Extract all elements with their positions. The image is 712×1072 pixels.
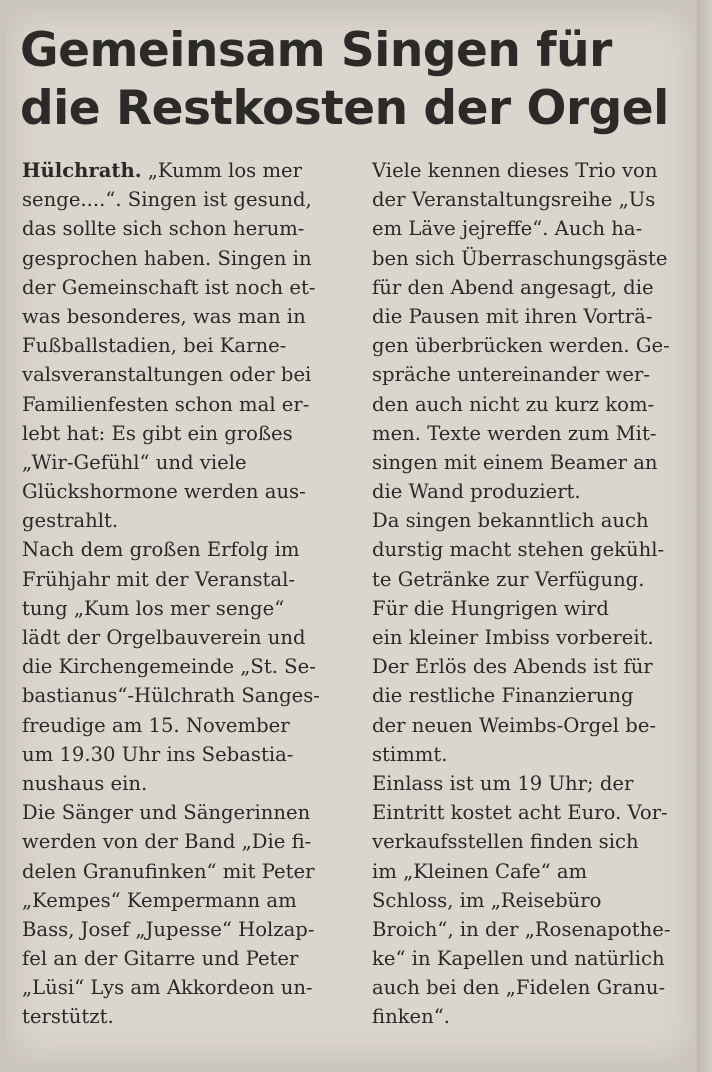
- text-line-content: „Kumm los mer: [141, 159, 302, 182]
- text-line: Schloss, im „Reisebüro: [372, 888, 602, 912]
- text-line: senge....“. Singen ist gesund,: [22, 188, 312, 212]
- text-line: finken“.: [372, 1005, 451, 1029]
- text-line: Fußballstadien, bei Karne-: [22, 334, 287, 358]
- text-line: bastianus“-Hülchrath Sanges-: [22, 684, 320, 708]
- text-line: singen mit einem Beamer an: [372, 450, 658, 474]
- headline-line-1: Gemeinsam Singen für: [20, 23, 612, 78]
- text-line: „Lüsi“ Lys am Akkordeon un-: [22, 976, 313, 1000]
- text-line: „Wir-Gefühl“ und viele: [22, 450, 247, 474]
- text-line: gen überbrücken werden. Ge-: [372, 334, 670, 358]
- text-line: um 19.30 Uhr ins Sebastia-: [22, 742, 294, 766]
- text-line: Eintritt kostet acht Euro. Vor-: [372, 801, 668, 825]
- text-line: Nach dem großen Erfolg im: [22, 538, 300, 562]
- text-line: lädt der Orgelbauverein und: [22, 626, 306, 649]
- text-line: freudige am 15. November: [22, 713, 290, 737]
- text-line: durstig macht stehen gekühl-: [372, 538, 665, 562]
- text-line: Frühjahr mit der Veranstal-: [22, 567, 295, 591]
- text-line: der Veranstaltungsreihe „Us: [372, 188, 656, 212]
- text-line: valsveranstaltungen oder bei: [22, 363, 312, 387]
- text-line: den auch nicht zu kurz kom-: [372, 392, 655, 416]
- text-line: der Gemeinschaft ist noch et-: [22, 275, 316, 299]
- text-line: Der Erlös des Abends ist für: [372, 655, 653, 679]
- text-line: men. Texte werden zum Mit-: [372, 421, 657, 445]
- text-line: verkaufsstellen finden sich: [372, 830, 639, 854]
- text-line: die restliche Finanzierung: [372, 684, 634, 708]
- text-line: werden von der Band „Die fi-: [22, 830, 312, 854]
- text-line: die Wand produziert.: [372, 480, 581, 504]
- text-line: der neuen Weimbs-Orgel be-: [372, 713, 657, 737]
- text-line: Einlass ist um 19 Uhr; der: [372, 771, 634, 795]
- text-line: Familienfesten schon mal er-: [22, 392, 310, 416]
- text-line: tung „Kum los mer senge“: [22, 596, 285, 620]
- text-line: Für die Hungrigen wird: [372, 596, 609, 620]
- text-line: Viele kennen dieses Trio von: [372, 159, 658, 182]
- article-headline: [20, 22, 690, 138]
- scan-edge: [697, 0, 712, 1072]
- text-line: Die Sänger und Sängerinnen: [22, 801, 311, 825]
- text-line: spräche untereinander wer-: [372, 363, 651, 387]
- text-line: für den Abend angesagt, die: [372, 275, 654, 299]
- text-line: fel an der Gitarre und Peter: [22, 947, 299, 971]
- text-line: lebt hat: Es gibt ein großes: [22, 421, 293, 445]
- headline-line-2: die Restkosten der Orgel: [20, 81, 669, 136]
- text-line: die Kirchengemeinde „St. Se-: [22, 655, 316, 679]
- text-line: [22, 156, 348, 185]
- text-line: stimmt.: [372, 742, 448, 766]
- text-line: auch bei den „Fidelen Granu-: [372, 976, 666, 1000]
- dateline: Hülchrath.: [22, 159, 142, 182]
- text-line: die Pausen mit ihren Vorträ-: [372, 304, 653, 328]
- text-line: em Läve jejreffe“. Auch ha-: [372, 217, 643, 241]
- text-line: das sollte sich schon herum-: [22, 217, 305, 241]
- text-line: Da singen bekanntlich auch: [372, 509, 649, 533]
- text-line: im „Kleinen Cafe“ am: [372, 859, 588, 883]
- text-line: Bass, Josef „Jupesse“ Holzap-: [22, 917, 315, 941]
- text-line: nushaus ein.: [22, 771, 148, 795]
- text-line: Broich“, in der „Rosenapothe-: [372, 917, 671, 941]
- text-line: was besonderes, was man in: [22, 304, 306, 328]
- text-line: delen Granufinken“ mit Peter: [22, 859, 315, 883]
- text-line: gesprochen haben. Singen in: [22, 246, 312, 270]
- article-column-right: [372, 156, 697, 1032]
- text-line: terstützt.: [22, 1005, 114, 1029]
- text-line: „Kempes“ Kempermann am: [22, 888, 297, 912]
- text-line: ben sich Überraschungsgäste: [372, 246, 668, 270]
- text-line: ke“ in Kapellen und natürlich: [372, 947, 665, 971]
- article-column-left: [22, 156, 348, 1032]
- text-line: gestrahlt.: [22, 509, 119, 533]
- text-line: te Getränke zur Verfügung.: [372, 567, 645, 591]
- text-line: ein kleiner Imbiss vorbereit.: [372, 626, 654, 649]
- text-line: Glückshormone werden aus-: [22, 480, 306, 504]
